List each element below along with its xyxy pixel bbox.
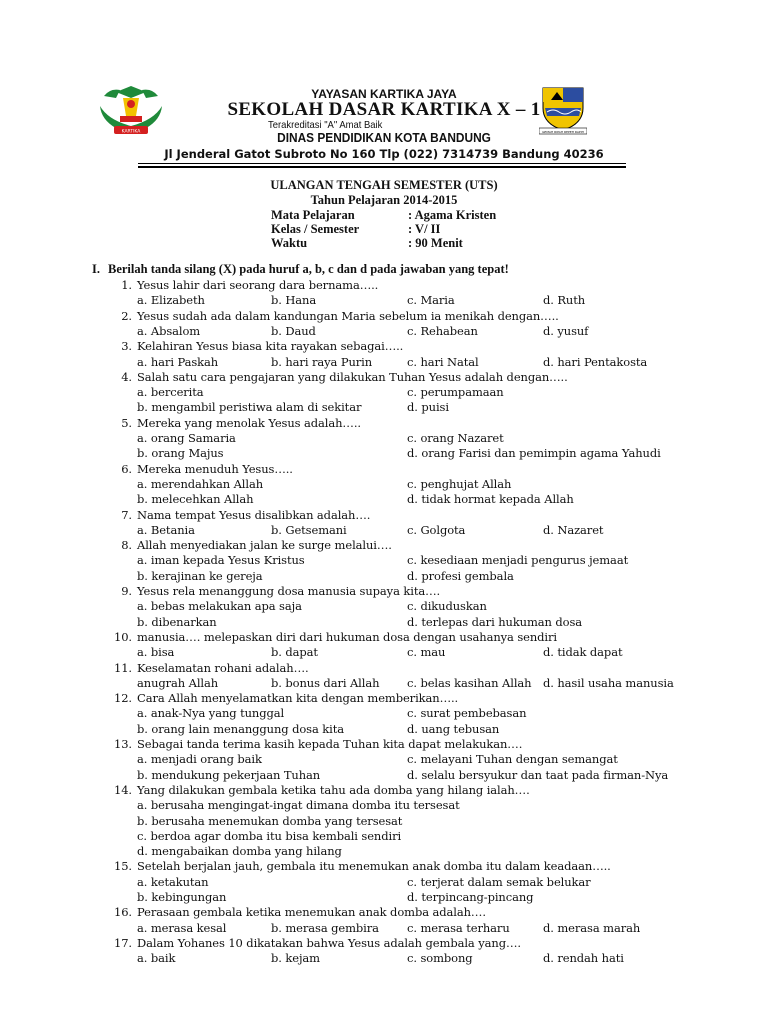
answer-option: d. hasil usaha manusia: [543, 675, 674, 690]
answer-option: d. mengabaikan domba yang hilang: [137, 844, 342, 859]
answer-option: c. Rehabean: [407, 323, 478, 338]
education-office: DINAS PENDIDIKAN KOTA BANDUNG: [277, 131, 491, 145]
answer-option: d. puisi: [407, 400, 449, 415]
question-text: Yang dilakukan gembala ketika tahu ada domba yang hilang ialah….: [137, 782, 530, 797]
answer-option: d. Nazaret: [543, 522, 604, 537]
question-text: Mereka menuduh Yesus…..: [137, 461, 293, 476]
logo-left-banner: KARTIKA: [121, 129, 141, 135]
answer-option: b. melecehkan Allah: [137, 492, 254, 507]
answer-option: a. anak-Nya yang tunggal: [137, 706, 285, 721]
question-text: Yesus lahir dari seorang dara bernama…..: [137, 278, 379, 292]
answer-option: a. orang Samaria: [137, 431, 236, 445]
question-number: 3.: [121, 339, 132, 354]
answer-option: c. merasa terharu: [407, 920, 510, 935]
question-number: 13.: [114, 737, 132, 751]
answer-option: c. belas kasihan Allah: [407, 675, 532, 690]
accreditation: Terakreditasi "A" Amat Baik: [268, 119, 383, 131]
answer-option: c. perumpamaan: [407, 385, 504, 400]
answer-option: c. hari Natal: [407, 354, 479, 369]
answer-option: a. merendahkan Allah: [137, 476, 264, 491]
answer-option: b. kejam: [271, 951, 320, 966]
header-divider: [138, 163, 626, 164]
question-text: Setelah berjalan jauh, gembala itu menemukan anak domba itu dalam keadaan…..: [137, 859, 611, 874]
question-text: Nama tempat Yesus disalibkan adalah….: [137, 507, 371, 522]
foundation-name: YAYASAN KARTIKA JAYA: [311, 87, 457, 101]
question-number: 12.: [114, 691, 132, 706]
question-number: 15.: [114, 859, 132, 874]
question-number: 14.: [114, 782, 132, 797]
answer-option: b. kerajinan ke gereja: [137, 568, 263, 583]
answer-option: c. Maria: [407, 293, 455, 308]
answer-option: d. profesi gembala: [407, 568, 514, 583]
answer-option: b. hari raya Purin: [271, 354, 373, 369]
answer-option: d. merasa marah: [543, 920, 641, 935]
answer-option: a. bisa: [137, 645, 175, 660]
answer-option: b. Getsemani: [271, 522, 347, 537]
answer-option: d. hari Pentakosta: [543, 354, 648, 369]
answer-option: d. selalu bersyukur dan taat pada firman-Nya: [407, 767, 669, 782]
question-number: 2.: [121, 308, 132, 323]
answer-option: a. bercerita: [137, 385, 204, 400]
exam-year: Tahun Pelajaran 2014-2015: [310, 193, 458, 207]
logo-right-banner: GEMAH RIPAH REPEH RAPIH: [542, 129, 584, 134]
answer-option: c. mau: [407, 645, 446, 660]
exam-title: ULANGAN TENGAH SEMESTER (UTS): [270, 178, 498, 192]
answer-option: b. Daud: [271, 323, 316, 338]
question-text: Perasaan gembala ketika menemukan anak domba adalah….: [137, 905, 486, 920]
info-label: Kelas / Semester: [271, 222, 360, 236]
answer-option: d. terlepas dari hukuman dosa: [407, 614, 583, 629]
answer-option: a. hari Paskah: [137, 354, 219, 369]
question-text: Mereka yang menolak Yesus adalah…..: [137, 415, 361, 430]
info-value: : 90 Menit: [408, 236, 463, 250]
answer-option: a. baik: [137, 951, 176, 966]
answer-option: c. melayani Tuhan dengan semangat: [407, 752, 618, 767]
answer-option: c. terjerat dalam semak belukar: [407, 874, 591, 889]
question-number: 16.: [114, 905, 132, 920]
answer-option: d. terpincang-pincang: [407, 890, 534, 904]
info-label: Mata Pelajaran: [271, 208, 355, 222]
question-text: Salah satu cara pengajaran yang dilakukan Tuhan Yesus adalah dengan…..: [137, 369, 568, 384]
question-text: Yesus sudah ada dalam kandungan Maria sebelum ia menikah dengan…..: [137, 308, 559, 323]
question-number: 17.: [114, 935, 132, 950]
answer-option: c. dikuduskan: [407, 599, 487, 614]
answer-option: b. merasa gembira: [271, 920, 379, 935]
answer-option: c. penghujat Allah: [407, 476, 512, 491]
answer-option: c. Golgota: [407, 522, 466, 537]
section-number: I.: [92, 262, 100, 276]
address: Jl Jenderal Gatot Subroto No 160 Tlp (022) 7314739 Bandung 40236: [164, 147, 604, 161]
question-number: 9.: [121, 584, 132, 598]
question-number: 1.: [121, 278, 132, 292]
answer-option: b. dapat: [271, 645, 318, 660]
answer-option: c. surat pembebasan: [407, 706, 527, 721]
question-number: 11.: [114, 660, 132, 675]
answer-option: c. sombong: [407, 951, 473, 966]
answer-option: c. berdoa agar domba itu bisa kembali sendiri: [137, 828, 402, 843]
answer-option: a. Absalom: [137, 323, 201, 338]
answer-option: d. tidak dapat: [543, 645, 623, 660]
answer-option: b. Hana: [271, 293, 317, 308]
answer-option: c. kesediaan menjadi pengurus jemaat: [407, 553, 629, 568]
answer-option: a. ketakutan: [137, 874, 209, 889]
question-number: 7.: [121, 507, 132, 522]
answer-option: b. mengambil peristiwa alam di sekitar: [137, 400, 362, 415]
answer-option: d. uang tebusan: [407, 721, 500, 736]
answer-option: d. orang Farisi dan pemimpin agama Yahudi: [407, 446, 661, 461]
answer-option: b. dibenarkan: [137, 614, 217, 629]
answer-option: b. bonus dari Allah: [271, 675, 380, 690]
answer-option: b. orang lain menanggung dosa kita: [137, 721, 345, 736]
question-number: 4.: [121, 369, 132, 384]
question-number: 5.: [121, 415, 132, 430]
answer-option: a. Elizabeth: [137, 293, 205, 308]
answer-option: a. berusaha mengingat-ingat dimana domba itu tersesat: [137, 798, 460, 813]
answer-option: b. orang Majus: [137, 446, 224, 461]
answer-option: d. rendah hati: [543, 951, 624, 966]
question-text: Dalam Yohanes 10 dikatakan bahwa Yesus adalah gembala yang….: [137, 935, 521, 950]
question-number: 10.: [114, 629, 132, 644]
answer-option: c. orang Nazaret: [407, 431, 504, 445]
answer-option: a. bebas melakukan apa saja: [137, 599, 302, 614]
question-text: Sebagai tanda terima kasih kepada Tuhan kita dapat melakukan….: [137, 737, 523, 751]
question-text: Cara Allah menyelamatkan kita dengan memberikan…..: [137, 691, 459, 706]
answer-option: anugrah Allah: [137, 675, 219, 690]
info-label: Waktu: [271, 236, 308, 250]
answer-option: b. mendukung pekerjaan Tuhan: [137, 767, 321, 782]
answer-option: d. tidak hormat kepada Allah: [407, 492, 574, 507]
question-number: 6.: [121, 461, 132, 476]
question-number: 8.: [121, 538, 132, 553]
question-text: Allah menyediakan jalan ke surge melalui….: [137, 538, 392, 553]
answer-option: d. yusuf: [543, 323, 589, 338]
answer-option: a. iman kepada Yesus Kristus: [137, 553, 305, 568]
instruction-text: Berilah tanda silang (X) pada huruf a, b, c dan d pada jawaban yang tepat!: [108, 262, 509, 276]
question-text: Kelahiran Yesus biasa kita rayakan sebagai…..: [137, 339, 404, 354]
question-text: Yesus rela menanggung dosa manusia supaya kita….: [137, 584, 441, 598]
question-text: Keselamatan rohani adalah….: [137, 660, 309, 675]
answer-option: b. kebingungan: [137, 890, 227, 904]
answer-option: a. merasa kesal: [137, 920, 227, 935]
info-value: : V/ II: [408, 222, 441, 236]
answer-option: a. Betania: [137, 522, 195, 537]
answer-option: d. Ruth: [543, 293, 586, 308]
school-name: SEKOLAH DASAR KARTIKA X – 1: [227, 99, 541, 120]
answer-option: a. menjadi orang baik: [137, 752, 262, 767]
answer-option: b. berusaha menemukan domba yang tersesat: [137, 813, 403, 828]
info-value: : Agama Kristen: [408, 208, 497, 222]
header-divider-thick: [138, 166, 626, 168]
question-text: manusia…. melepaskan diri dari hukuman dosa dengan usahanya sendiri: [137, 629, 557, 644]
